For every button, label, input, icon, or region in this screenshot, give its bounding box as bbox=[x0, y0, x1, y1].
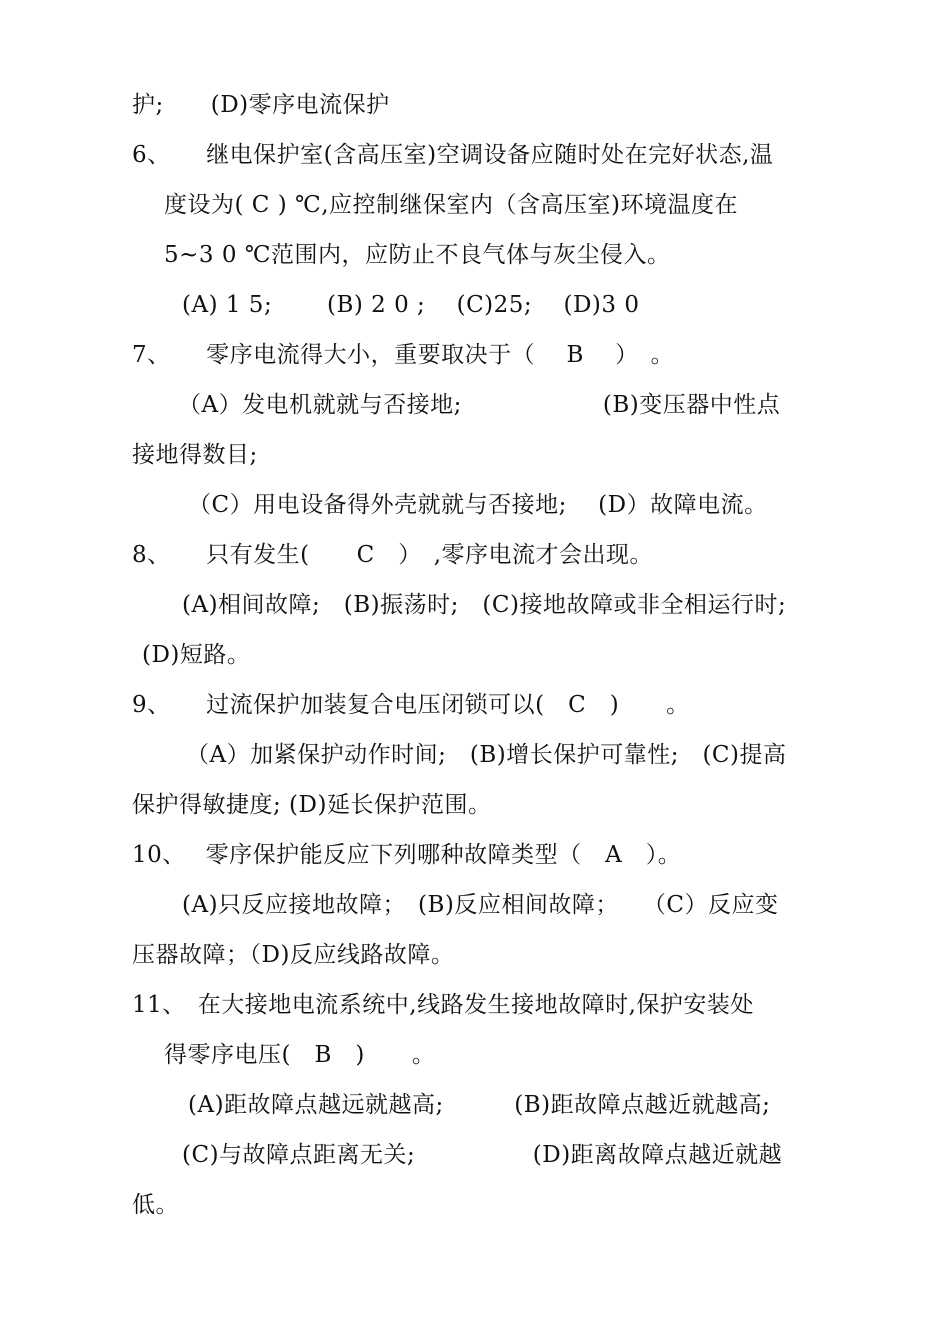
question-7-options-2: 接地得数目; bbox=[132, 442, 258, 468]
question-7-options-1: （A）发电机就就与否接地; (B)变压器中性点 bbox=[178, 392, 781, 418]
question-8-line-1: 8、 只有发生( C ） ,零序电流才会出现。 bbox=[132, 542, 654, 568]
text-line: 护; (D)零序电流保护 bbox=[132, 92, 390, 118]
question-10-options-1: (A)只反应接地故障； (B)反应相间故障； （C）反应变 bbox=[182, 892, 779, 918]
question-9-line-1: 9、 过流保护加装复合电压闭锁可以( C ) 。 bbox=[132, 692, 690, 718]
question-6-line-1: 6、 继电保护室(含高压室)空调设备应随时处在完好状态,温 bbox=[132, 142, 774, 168]
question-7-options-3: （C）用电设备得外壳就就与否接地; (D）故障电流。 bbox=[188, 492, 768, 518]
question-9-options-2: 保护得敏捷度; (D)延长保护范围。 bbox=[132, 792, 492, 818]
question-11-line-1: 11、 在大接地电流系统中,线路发生接地故障时,保护安装处 bbox=[132, 992, 754, 1018]
question-6-line-2: 度设为( C ) ℃,应控制继保室内（含高压室)环境温度在 bbox=[164, 192, 738, 218]
question-11-options-3: 低。 bbox=[132, 1192, 179, 1218]
question-8-options-2: (D)短路。 bbox=[142, 642, 251, 668]
question-11-line-2: 得零序电压( B ) 。 bbox=[164, 1042, 436, 1068]
question-11-options-1: (A)距故障点越远就越高; (B)距故障点越近就越高; bbox=[188, 1092, 771, 1118]
question-6-line-3: 5~3 0 ℃范围内，应防止不良气体与灰尘侵入。 bbox=[164, 242, 671, 268]
question-11-options-2: (C)与故障点距离无关; (D)距离故障点越近就越 bbox=[182, 1142, 783, 1168]
question-9-options-1: （A）加紧保护动作时间; (B)增长保护可靠性; (C)提高 bbox=[186, 742, 787, 768]
question-8-options-1: (A)相间故障; (B)振荡时; (C)接地故障或非全相运行时; bbox=[182, 592, 787, 618]
question-7-line-1: 7、 零序电流得大小，重要取决于（ B ） 。 bbox=[132, 342, 675, 368]
question-6-options: (A) 1 5; (B) 2 0 ; (C)25; (D)3 0 bbox=[182, 292, 640, 318]
question-10-options-2: 压器故障；（D)反应线路故障。 bbox=[132, 942, 455, 968]
question-10-line-1: 10、 零序保护能反应下列哪种故障类型（ A ）。 bbox=[132, 842, 682, 868]
